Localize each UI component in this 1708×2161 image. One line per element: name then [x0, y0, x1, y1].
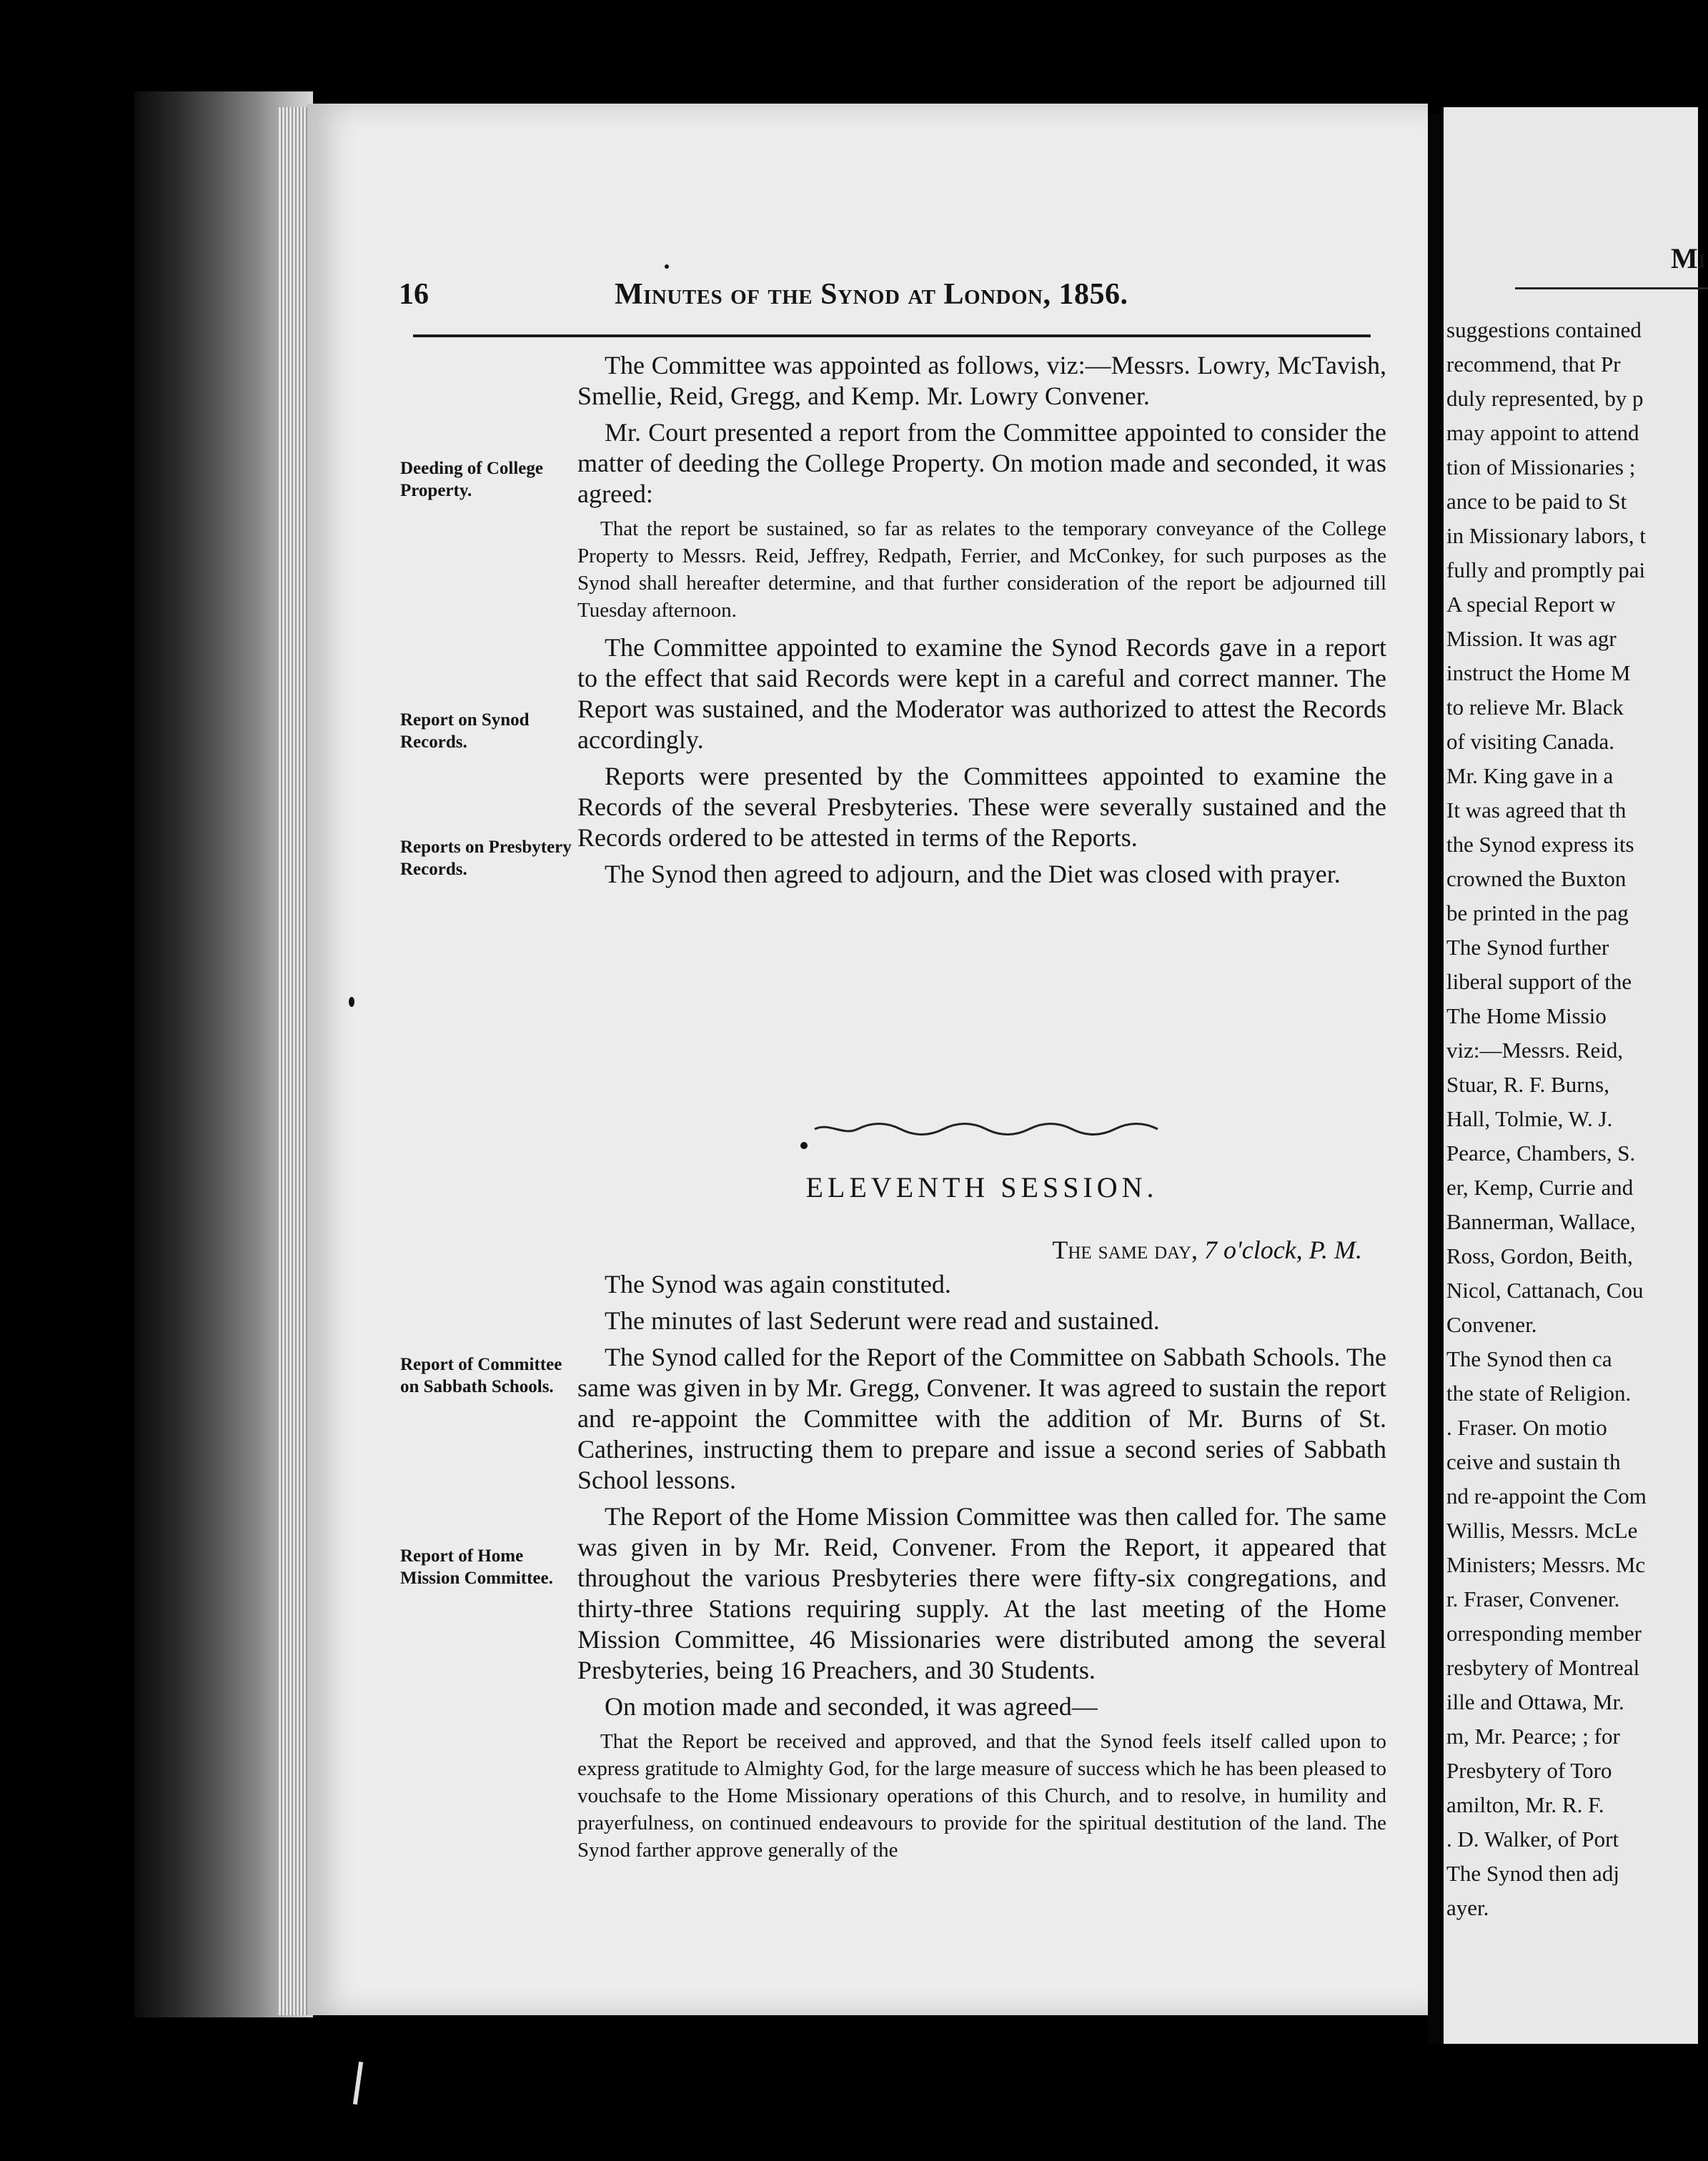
right-page-line: nd re-appoint the Com — [1446, 1484, 1647, 1509]
paragraph-committee: The Committee was appointed as follows, viz:—Messrs. Lowry, McTavish, Smellie, Reid, Gregg, and Kemp. Mr. Lowry Convener. — [577, 351, 1386, 410]
paragraph-sabbath-schools: The Synod called for the Report of the Committee on Sabbath Schools. The same was given in by Mr. Gregg, Convener. It was agreed to sustain the report and re-appoint the Committee with the addition of Mr. Burns of St. Catherines, instructing them to prepare and issue a second series of Sabbath School lessons. — [577, 1343, 1386, 1494]
right-page-line: . D. Walker, of Port — [1446, 1827, 1619, 1852]
page-number: 16 — [399, 278, 429, 311]
right-page-line: orresponding member — [1446, 1621, 1642, 1646]
paragraph-home-mission: The Report of the Home Mission Committee was then called for. The same was given in by Mr. Reid, Convener. From the Report, it appeared that throughout the various Presbyteries there were fifty-six congregations, and thirty-three Stations requiring supply. At the last meeting of the Home Mission Committee, 46 Missionaries were distributed among the several Presbyteries, being 16 Preachers, and 30 Students. — [577, 1502, 1386, 1684]
body-top — [577, 350, 1386, 895]
right-page-line: liberal support of the — [1446, 969, 1632, 994]
paragraph-synod-records: The Committee appointed to examine the Synod Records gave in a report to the effect that said Records were kept in a careful and correct manner. The Report was sustained, and the Moderator was authorized to attest the Records accordingly. — [577, 633, 1386, 754]
right-page — [1444, 107, 1706, 2044]
ink-speck — [665, 264, 669, 269]
right-page-line: instruct the Home M — [1446, 660, 1631, 685]
session-date-time: 7 o'clock, P. M. — [1204, 1236, 1362, 1264]
right-page-line: ille and Ottawa, Mr. — [1446, 1689, 1624, 1714]
right-page-line: Pearce, Chambers, S. — [1446, 1141, 1636, 1166]
right-page-line: be printed in the pag — [1446, 900, 1629, 925]
right-page-line: of visiting Canada. — [1446, 729, 1615, 754]
session-date-prefix: The same day, — [1052, 1236, 1198, 1264]
right-page-line: The Home Missio — [1446, 1003, 1607, 1028]
wavy-ornament — [815, 1121, 1158, 1138]
right-page-line: m, Mr. Pearce; ; for — [1446, 1724, 1620, 1749]
right-page-line: ayer. — [1446, 1895, 1489, 1920]
resolution-college-property: That the report be sustained, so far as relates to the temporary conveyance of the College Property to Messrs. Reid, Jeffrey, Redpath, Ferrier, and McConkey, for such purposes as the Synod shall hereafter determine, and that further consideration of the report be adjourned till Tuesday afternoon. — [577, 517, 1386, 622]
right-page-line: Ross, Gordon, Beith, — [1446, 1243, 1633, 1268]
paragraph-presbytery-records: Reports were presented by the Committees appointed to examine the Records of the several Presbyteries. These were severally sustained and the Records ordered to be attested in terms of the Reports. — [577, 762, 1386, 852]
right-page-line: to relieve Mr. Black — [1446, 695, 1624, 720]
paragraph-college-property: Mr. Court presented a report from the Committee appointed to consider the matter of deeding the College Property. On motion made and seconded, it was agreed: — [577, 418, 1386, 508]
right-page-line: suggestions contained — [1446, 317, 1642, 342]
paragraph-adjourn: The Synod then agreed to adjourn, and the Diet was closed with prayer. — [605, 860, 1341, 888]
right-page-line: Convener. — [1446, 1312, 1537, 1337]
running-title: Minutes of the Synod at London, 1856. — [615, 278, 1128, 311]
right-page-line: r. Fraser, Convener. — [1446, 1586, 1620, 1611]
body-bottom — [577, 1269, 1386, 1872]
paragraph-minutes: The minutes of last Sederunt were read and sustained. — [605, 1306, 1160, 1335]
right-page-line: A special Report w — [1446, 592, 1616, 617]
right-page-line: ceive and sustain th — [1446, 1449, 1621, 1474]
right-page-line: ance to be paid to St — [1446, 489, 1627, 514]
right-page-line: The Synod then adj — [1446, 1861, 1619, 1886]
margin-note-home-mission: Report of Home Mission Committee. — [400, 1546, 553, 1588]
right-page-line: viz:—Messrs. Reid, — [1446, 1038, 1624, 1063]
margin-note-sabbath-schools: Report of Committee on Sabbath Schools. — [400, 1355, 562, 1396]
right-page-line: Stuar, R. F. Burns, — [1446, 1072, 1609, 1097]
right-page-line: Bannerman, Wallace, — [1446, 1209, 1636, 1234]
scan-artifact — [353, 2062, 363, 2105]
right-page-line: The Synod further — [1446, 935, 1609, 960]
right-page-line: Presbytery of Toro — [1446, 1758, 1612, 1783]
right-page-line: er, Kemp, Currie and — [1446, 1175, 1634, 1200]
right-page-line: recommend, that Pr — [1446, 352, 1621, 377]
right-page-line: in Missionary labors, t — [1446, 523, 1646, 548]
right-page-line: It was agreed that th — [1446, 798, 1627, 823]
right-page-line: Willis, Messrs. McLe — [1446, 1518, 1638, 1543]
right-page-line: the Synod express its — [1446, 832, 1634, 857]
right-page-line: duly represented, by p — [1446, 386, 1644, 411]
session-date — [577, 1235, 1362, 1265]
right-page-line: fully and promptly pai — [1446, 557, 1646, 582]
session-title: ELEVENTH SESSION. — [805, 1171, 1158, 1203]
right-page-line: may appoint to attend — [1446, 420, 1639, 445]
right-page-line: Nicol, Cattanach, Cou — [1446, 1278, 1644, 1303]
page-header — [399, 277, 1385, 320]
right-page-line: the state of Religion. — [1446, 1381, 1632, 1406]
right-page-line: amilton, Mr. R. F. — [1446, 1792, 1604, 1817]
ink-speck — [349, 997, 354, 1007]
right-page-line: Mr. King gave in a — [1446, 763, 1614, 788]
right-page-text — [1446, 313, 1704, 1925]
margin-note-deeding: Deeding of College Property. — [400, 459, 543, 500]
right-header-rule — [1515, 287, 1708, 289]
right-page-line: Mission. It was agr — [1446, 626, 1617, 651]
right-page-line: Hall, Tolmie, W. J. — [1446, 1106, 1613, 1131]
right-page-line: Ministers; Messrs. Mc — [1446, 1552, 1646, 1577]
margin-note-presbytery-records: Reports on Presbytery Records. — [400, 838, 572, 879]
ink-speck — [800, 1142, 808, 1149]
paragraph-motion: On motion made and seconded, it was agreed— — [605, 1692, 1098, 1721]
right-running-title: Mi — [1671, 242, 1706, 274]
right-page-line: tion of Missionaries ; — [1446, 454, 1636, 480]
right-page-line: The Synod then ca — [1446, 1346, 1612, 1371]
header-rule — [413, 334, 1371, 337]
paragraph-constituted: The Synod was again constituted. — [605, 1270, 951, 1298]
resolution-home-mission: That the Report be received and approved, and that the Synod feels itself called upon to express gratitude to Almighty God, for the large measure of success which he has been pleased to vouchsafe to the Home Missionary operations of this Church, and to resolve, in humility and prayerfulness, on continued endeavours to provide for the spiritual destitution of the land. The Synod farther approve generally of the — [577, 1730, 1386, 1862]
right-page-line: . Fraser. On motio — [1446, 1415, 1607, 1440]
margin-note-synod-records: Report on Synod Records. — [400, 710, 530, 752]
right-page-line: crowned the Buxton — [1446, 866, 1627, 891]
right-page-line: resbytery of Montreal — [1446, 1655, 1640, 1680]
